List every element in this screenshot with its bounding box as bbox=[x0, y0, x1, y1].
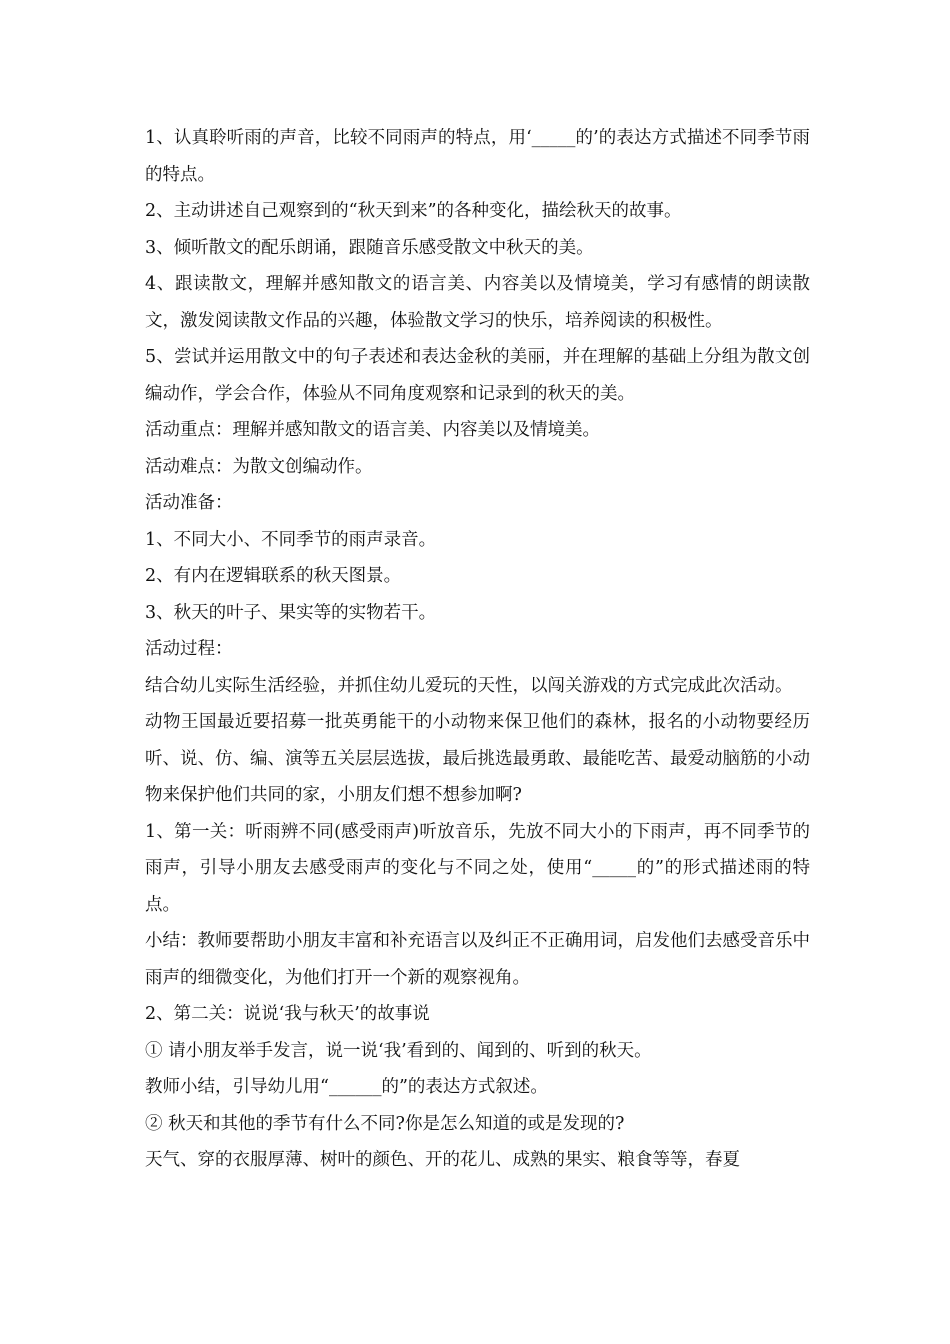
activity-preparation-heading: 活动准备： bbox=[145, 493, 233, 513]
preparation-item-2: 2、有内在逻辑联系的秋天图景。 bbox=[145, 566, 402, 586]
goal-1-paragraph: 1、认真聆听雨的声音，比较不同雨声的特点，用‘_____的’的表达方式描述不同季节雨的特点。 bbox=[145, 128, 810, 185]
level-2-step-2: ② 秋天和其他的季节有什么不同?你是怎么知道的或是发现的? bbox=[145, 1113, 625, 1134]
teacher-summary: 教师小结，引导幼儿用“______的”的表达方式叙述。 bbox=[145, 1077, 548, 1097]
goal-5-paragraph: 5、尝试并运用散文中的句子表述和表达金秋的美丽，并在理解的基础上分组为散文创编动作，学会合作，体验从不同角度观察和记录到的秋天的美。 bbox=[145, 347, 810, 404]
level-1-summary: 小结：教师要帮助小朋友丰富和补充语言以及纠正不正确用词，启发他们去感受音乐中雨声的细微变化，为他们打开一个新的观察视角。 bbox=[145, 931, 810, 988]
document-body bbox=[145, 120, 810, 1179]
goal-3-paragraph: 3、倾听散文的配乐朗诵，跟随音乐感受散文中秋天的美。 bbox=[145, 237, 594, 258]
preparation-item-1: 1、不同大小、不同季节的雨声录音。 bbox=[145, 529, 437, 550]
level-2-answer-paragraph: 天气、穿的衣服厚薄、树叶的颜色、开的花儿、成熟的果实、粮食等等，春夏 bbox=[145, 1150, 740, 1170]
process-intro-paragraph: 结合幼儿实际生活经验，并抓住幼儿爱玩的天性，以闯关游戏的方式完成此次活动。 bbox=[145, 675, 793, 696]
activity-focus: 活动重点：理解并感知散文的语言美、内容美以及情境美。 bbox=[145, 420, 600, 440]
activity-difficulty: 活动难点：为散文创编动作。 bbox=[145, 456, 373, 477]
story-setup-paragraph: 动物王国最近要招募一批英勇能干的小动物来保卫他们的森林，报名的小动物要经历听、说、仿、编、演等五关层层选拔，最后挑选最勇敢、最能吃苦、最爱动脑筋的小动物来保护他们共同的家，小朋友们想不想参加啊? bbox=[145, 712, 810, 805]
level-2-heading: 2、第二关：说说‘我与秋天’的故事说 bbox=[145, 1004, 430, 1024]
level-2-step-1: ① 请小朋友举手发言，说一说‘我’看到的、闻到的、听到的秋天。 bbox=[145, 1040, 652, 1061]
goal-4-paragraph: 4、跟读散文，理解并感知散文的语言美、内容美以及情境美，学习有感情的朗读散文，激发阅读散文作品的兴趣，体验散文学习的快乐，培养阅读的积极性。 bbox=[145, 274, 810, 331]
goal-2-paragraph: 2、主动讲述自己观察到的“秋天到来”的各种变化，描绘秋天的故事。 bbox=[145, 201, 682, 221]
preparation-item-3: 3、秋天的叶子、果实等的实物若干。 bbox=[145, 602, 437, 623]
activity-process-heading: 活动过程： bbox=[145, 639, 233, 659]
level-1-paragraph: 1、第一关：听雨辨不同(感受雨声)听放音乐，先放不同大小的下雨声，再不同季节的雨声，引导小朋友去感受雨声的变化与不同之处，使用“_____的”的形式描述雨的特点。 bbox=[145, 821, 810, 915]
